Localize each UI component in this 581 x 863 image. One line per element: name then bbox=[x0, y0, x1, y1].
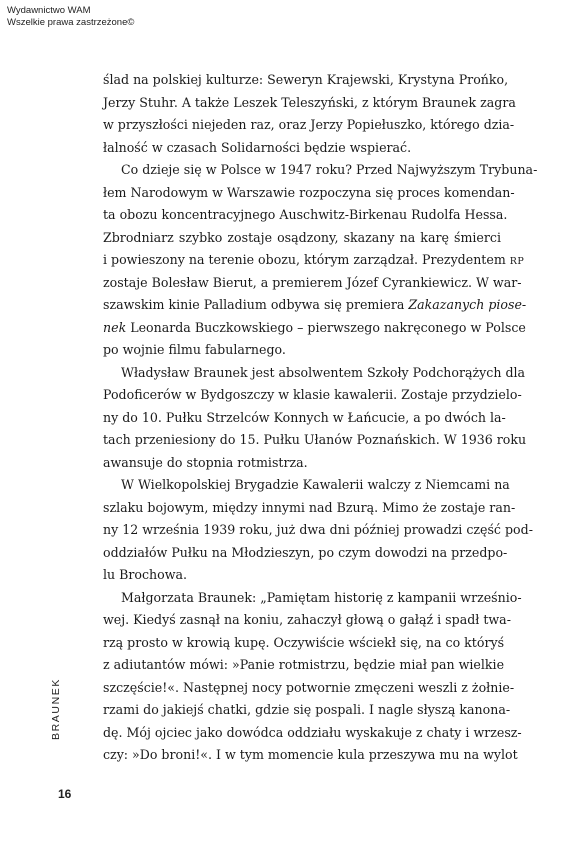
text-line: Jerzy Stuhr. A także Leszek Teleszyński, z którym Braunek zagra bbox=[103, 94, 516, 110]
text-line: łalność w czasach Solidarności będzie wspierać. bbox=[103, 139, 412, 155]
text-line: zostaje Bolesław Bierut, a premierem Józef Cyrankiewicz. W war- bbox=[103, 274, 522, 290]
text-line: awansuje do stopnia rotmistrza. bbox=[103, 454, 308, 470]
text-line: W Wielkopolskiej Brygadzie Kawalerii walczy z Niemcami na bbox=[121, 477, 510, 492]
text-line: rzami do jakiejś chatki, gdzie się pospali. I nagle słyszą kanona- bbox=[103, 702, 511, 717]
text-line: w przyszłości niejeden raz, oraz Jerzy Popiełuszko, którego dzia- bbox=[103, 117, 515, 132]
text-line: szczęście!«. Następnej nocy potwornie zmęczeni weszli z żołnie- bbox=[103, 679, 515, 695]
body-text bbox=[103, 69, 538, 767]
text-line: ny do 10. Pułku Strzelców Konnych w Łańcucie, a po dwóch la- bbox=[103, 409, 506, 425]
text-line: ny 12 września 1939 roku, już dwa dni później prowadzi część pod- bbox=[103, 522, 533, 537]
text-line: czy: »Do broni!«. I w tym momencie kula przeszywa mu na wylot bbox=[103, 747, 518, 762]
text-line: z adiutantów mówi: »Panie rotmistrzu, będzie miał pan wielkie bbox=[103, 657, 505, 672]
text-fragment: i powieszony na terenie obozu, którym zarządzał. Prezydentem bbox=[103, 252, 506, 267]
copyright-notice: Wszelkie prawa zastrzeżone© bbox=[7, 17, 135, 28]
text-line: tach przeniesiony do 15. Pułku Ułanów Poznańskich. W 1936 roku bbox=[103, 432, 527, 447]
text-line: Małgorzata Braunek: „Pamiętam historię z kampanii wrześnio- bbox=[121, 589, 522, 605]
text-line: Zbrodniarz szybko zostaje osądzony, skazany na karę śmierci bbox=[103, 229, 501, 245]
abbreviation: RP bbox=[509, 256, 525, 267]
text-line: oddziałów Pułku na Młodzieszyn, po czym dowodzi na przedpo- bbox=[103, 544, 508, 560]
text-line: rzą prosto w krowią kupę. Oczywiście wściekł się, na co któryś bbox=[103, 634, 505, 650]
text-line: ta obozu koncentracyjnego Auschwitz-Birkenau Rudolfa Hessa. bbox=[103, 207, 508, 222]
text-line: dę. Mój ojciec jako dowódca oddziału wyskakuje z chaty i wrzesz- bbox=[103, 724, 522, 740]
text-fragment: szawskim kinie Palladium odbywa się premiera bbox=[103, 297, 405, 312]
text-line: lu Brochowa. bbox=[103, 567, 188, 582]
text-line: ślad na polskiej kulturze: Seweryn Krajewski, Krystyna Prońko, bbox=[103, 72, 509, 87]
text-line bbox=[103, 317, 526, 340]
text-line bbox=[103, 249, 525, 272]
text-line: po wojnie filmu fabularnego. bbox=[103, 342, 286, 357]
page-header bbox=[7, 5, 134, 29]
text-line: łem Narodowym w Warszawie rozpoczyna się proces komendan- bbox=[103, 184, 515, 200]
text-fragment: Leonarda Buczkowskiego – pierwszego nakręconego w Polsce bbox=[126, 319, 526, 335]
text-line: wej. Kiedyś zasnął na koniu, zahaczył głową o gałąź i spadł twa- bbox=[103, 612, 511, 627]
text-line: Co dzieje się w Polsce w 1947 roku? Przed Najwyższym Trybuna- bbox=[121, 162, 538, 177]
running-head-label: BRAUNEK bbox=[50, 678, 62, 740]
publisher-name: Wydawnictwo WAM bbox=[7, 5, 91, 16]
film-title: nek bbox=[103, 319, 127, 335]
text-line bbox=[103, 294, 527, 317]
film-title: Zakazanych piose- bbox=[408, 297, 527, 312]
text-line: Władysław Braunek jest absolwentem Szkoły Podchorążych dla bbox=[121, 364, 526, 380]
text-line: Podoficerów w Bydgoszczy w klasie kawalerii. Zostaje przydzielo- bbox=[103, 387, 522, 402]
page-number: 16 bbox=[58, 787, 72, 801]
text-line: szlaku bojowym, między innymi nad Bzurą. Mimo że zostaje ran- bbox=[103, 499, 516, 515]
